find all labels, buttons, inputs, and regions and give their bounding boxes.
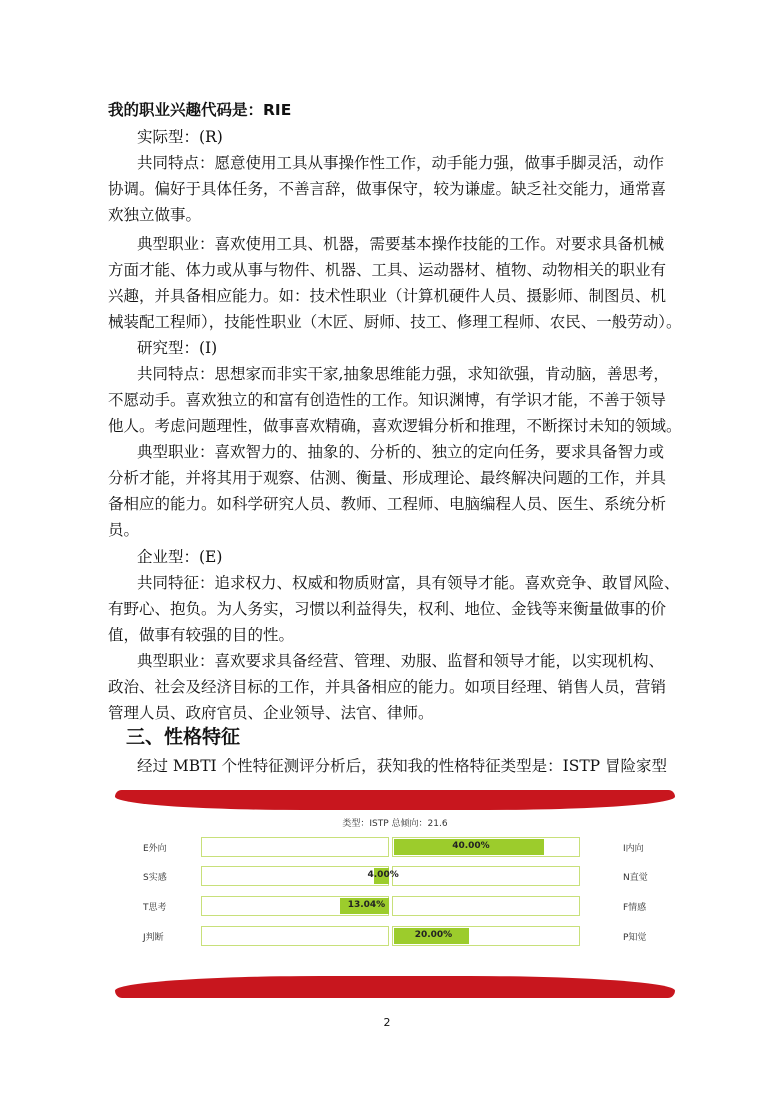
paragraph-line: 共同特征：追求权力、权威和物质财富，具有领导才能。喜欢竞争、敢冒风险、 (137, 574, 680, 592)
paragraph-line: 典型职业：喜欢使用工具、机器，需要基本操作技能的工作。对要求具备机械 (137, 235, 665, 253)
left-dimension-label: J判断 (143, 933, 164, 943)
right-dimension-label: F情感 (623, 903, 647, 913)
paragraph-line: 典型职业：喜欢要求具备经营、管理、劝服、监督和领导才能，以实现机构、 (137, 652, 665, 670)
enterprising-type-label: 企业型：(E) (137, 548, 223, 566)
paragraph-line: 管理人员、政府官员、企业领导、法官、律师。 (108, 704, 434, 722)
paragraph-line: 备相应的能力。如科学研究人员、教师、工程师、电脑编程人员、医生、系统分析 (108, 495, 667, 513)
left-bar-track (201, 926, 389, 946)
mbti-row (115, 926, 675, 948)
paragraph-line: 兴趣，并具备相应能力。如：技术性职业（计算机硬件人员、摄影师、制图员、机 (108, 287, 667, 305)
left-bar-track (201, 837, 389, 857)
paragraph-line: 械装配工程师），技能性职业（木匠、厨师、技工、修理工程师、农民、一般劳动）。 (108, 313, 682, 331)
realistic-type-label: 实际型：(R) (137, 128, 223, 146)
right-dimension-label: N直觉 (623, 873, 648, 883)
mbti-row (115, 896, 675, 918)
paragraph-line: 欢独立做事。 (108, 206, 202, 224)
right-bar-track (392, 866, 580, 886)
page-number: 2 (383, 1016, 391, 1029)
left-bar-track (201, 866, 389, 886)
left-dimension-label: T思考 (143, 903, 167, 913)
paragraph-line: 值，做事有较强的目的性。 (108, 626, 295, 644)
section-heading: 三、性格特征 (126, 726, 241, 748)
paragraph-line: 分析才能，并将其用于观察、估测、衡量、形成理论、最终解决问题的工作，并具 (108, 469, 667, 487)
mbti-row (115, 837, 675, 859)
paragraph-line: 典型职业：喜欢智力的、抽象的、分析的、独立的定向任务，要求具备智力或 (137, 443, 665, 461)
preference-percent: 20.00% (414, 930, 453, 940)
left-dimension-label: S实感 (143, 873, 167, 883)
preference-percent: 4.00% (367, 870, 399, 880)
mbti-intro-line: 经过 MBTI 个性特征测评分析后，获知我的性格特征类型是：ISTP 冒险家型 (137, 757, 668, 775)
interest-code-line: 我的职业兴趣代码是：RIE (108, 101, 292, 119)
paragraph-line: 有野心、抱负。为人务实，习惯以利益得失，权利、地位、金钱等来衡量做事的价 (108, 600, 667, 618)
right-dimension-label: I内向 (623, 844, 644, 854)
paragraph-line: 员。 (108, 521, 140, 539)
paragraph-line: 政治、社会及经济目标的工作，并具备相应的能力。如项目经理、销售人员，营销 (108, 678, 667, 696)
right-bar-track (392, 896, 580, 916)
preference-percent: 40.00% (452, 841, 490, 851)
preference-percent: 13.04% (347, 900, 386, 910)
left-dimension-label: E外向 (143, 844, 167, 854)
mbti-summary-title: 类型：ISTP 总倾向：21.6 (342, 819, 448, 829)
right-dimension-label: P知觉 (623, 933, 647, 943)
paragraph-line: 共同特点：愿意使用工具从事操作性工作，动手能力强，做事手脚灵活，动作 (137, 154, 665, 172)
paragraph-line: 他人。考虑问题理性，做事喜欢精确，喜欢逻辑分析和推理，不断探讨未知的领域。 (108, 417, 682, 435)
paragraph-line: 方面才能、体力或从事与物件、机器、工具、运动器材、植物、动物相关的职业有 (108, 261, 667, 279)
figure-top-band (115, 790, 675, 810)
paragraph-line: 不愿动手。喜欢独立的和富有创造性的工作。知识渊博，有学识才能，不善于领导 (108, 391, 667, 409)
figure-bottom-band (115, 976, 675, 998)
paragraph-line: 共同特点：思想家而非实干家,抽象思维能力强，求知欲强，肯动脑，善思考， (137, 365, 669, 383)
mbti-result-figure (115, 790, 675, 998)
investigative-type-label: 研究型：(I) (137, 339, 218, 357)
mbti-row (115, 866, 675, 888)
paragraph-line: 协调。偏好于具体任务，不善言辞，做事保守，较为谦虚。缺乏社交能力，通常喜 (108, 180, 667, 198)
